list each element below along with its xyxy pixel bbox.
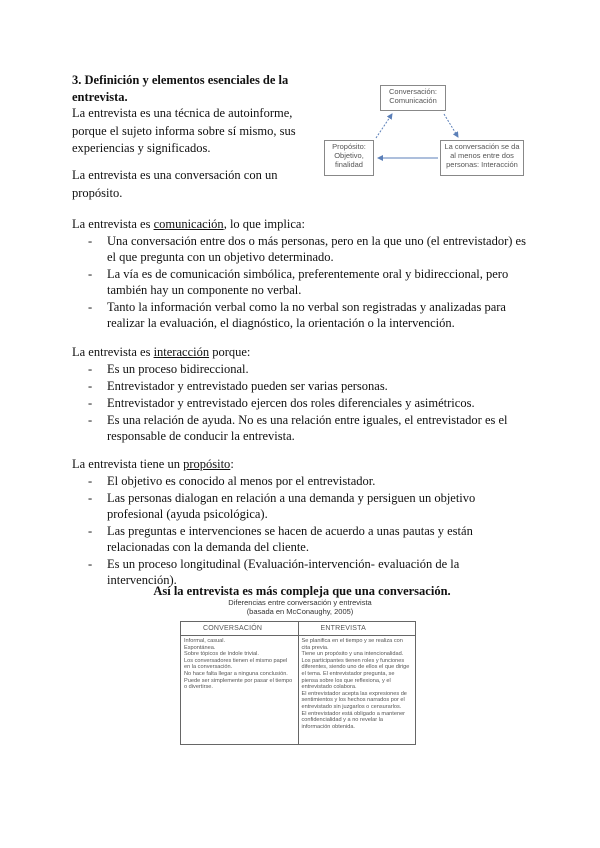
table-cell: Se planifica en el tiempo y se realiza con cita previa. xyxy=(301,638,403,651)
list-item: - Es un proceso longitudinal (Evaluación-intervención- evaluación de la intervención). xyxy=(88,557,460,587)
table-cell: Puede ser simplemente por pasar el tiempo o divertirse. xyxy=(184,677,293,691)
column-header-conversation: CONVERSACIÓN xyxy=(181,622,299,635)
purpose-term: propósito xyxy=(183,457,231,471)
table-cell: Espontánea. xyxy=(184,644,216,651)
communication-lead: La entrevista es comunicación, lo que implica: xyxy=(72,217,305,231)
intro-paragraph: La entrevista es una técnica de autoinforme, porque el sujeto informa sobre sí mismo, sus experiencias y significados. xyxy=(72,106,296,155)
table-body xyxy=(181,636,415,744)
section-heading: 3. Definición y elementos esenciales de la entrevista. xyxy=(72,73,289,104)
column-header-interview: ENTREVISTA xyxy=(320,625,366,632)
table-cell: Informal, casual. xyxy=(184,638,226,644)
interaction-lead: La entrevista es interacción porque: xyxy=(72,345,251,359)
purpose-section xyxy=(72,456,532,589)
table-cell: Los participantes tienen roles y funciones diferentes, siendo uno de ellos el que dirige el tema. El entrevistador pregunta, se piensa sobre los que reflexiona, y el entrevistado colabora. xyxy=(301,657,410,691)
list-item: - La vía es de comunicación simbólica, preferentemente oral y bidireccional, pero también hay un componente no verbal. xyxy=(88,267,509,297)
diagram-box-conversation: Conversación: Comunicación xyxy=(380,85,446,111)
purpose-list xyxy=(72,473,532,588)
table-cell: No hace falta llegar a ninguna conclusión. xyxy=(184,670,288,677)
communication-section xyxy=(72,216,532,332)
comparison-table xyxy=(180,621,416,745)
table-cell: Sobre tópicos de índole trivial. xyxy=(184,651,259,658)
comparison-caption: Así la entrevista es más compleja que una conversación. xyxy=(153,584,451,598)
table-header-row xyxy=(181,622,415,636)
interaction-list xyxy=(72,361,532,444)
arrow-conversation-to-interaction xyxy=(444,114,458,137)
table-cell: Los conversadores tienen el mismo papel en la conversación. xyxy=(184,657,288,671)
list-item: - El objetivo es conocido al menos por el entrevistador. xyxy=(88,474,376,488)
list-item: - Entrevistador y entrevistado pueden ser varias personas. xyxy=(88,379,388,393)
interaction-section xyxy=(72,344,532,445)
diagram-box-interaction: La conversación se da al menos entre dos personas: Interacción xyxy=(440,140,524,176)
list-item: - Las preguntas e intervenciones se hacen de acuerdo a unas pautas y están relacionadas con la demanda del cliente. xyxy=(88,524,473,554)
list-item: - Una conversación entre dos o más personas, pero en la que uno (el entrevistador) es el que pregunta con un objetivo determinado. xyxy=(88,234,526,264)
purpose-lead: La entrevista tiene un propósito: xyxy=(72,457,234,471)
intro-paragraph-2: La entrevista es una conversación con un propósito. xyxy=(72,168,278,200)
table-cell: Tiene un propósito y una intencionalidad. xyxy=(301,651,404,658)
list-item: - Tanto la información verbal como la no verbal son registradas y analizadas para realizar la evaluación, el diagnóstico, la orientación o la intervención. xyxy=(88,300,506,330)
list-item: - Las personas dialogan en relación a una demanda y persiguen un objetivo profesional (ayuda psicológica). xyxy=(88,491,476,521)
list-item: - Es un proceso bidireccional. xyxy=(88,362,249,376)
table-cell: El entrevistador acepta las expresiones de sentimientos y los hechos narrados por el entrevistado sin juzgarlos o censurarlos. xyxy=(301,690,407,710)
interaction-term: interacción xyxy=(153,345,210,359)
concept-diagram xyxy=(318,82,530,178)
list-item: - Entrevistador y entrevistado ejercen dos roles diferenciales y asimétricos. xyxy=(88,396,475,410)
interview-column xyxy=(299,636,416,744)
table-cell: El entrevistador está obligado a mantener confidencialidad y a no revelar la información obtenida. xyxy=(301,710,406,730)
communication-term: comunicación xyxy=(153,217,224,231)
list-item: - Es una relación de ayuda. No es una relación entre iguales, el entrevistador es el responsable de conducir la entrevista. xyxy=(88,413,508,443)
communication-list xyxy=(72,233,532,331)
diagram-box-purpose: Propósito: Objetivo, finalidad xyxy=(324,140,374,176)
table-title: Diferencias entre conversación y entrevista (basada en McConaughy, 2005) xyxy=(228,598,372,616)
arrow-purpose-to-conversation xyxy=(376,114,392,138)
conversation-column xyxy=(181,636,299,744)
